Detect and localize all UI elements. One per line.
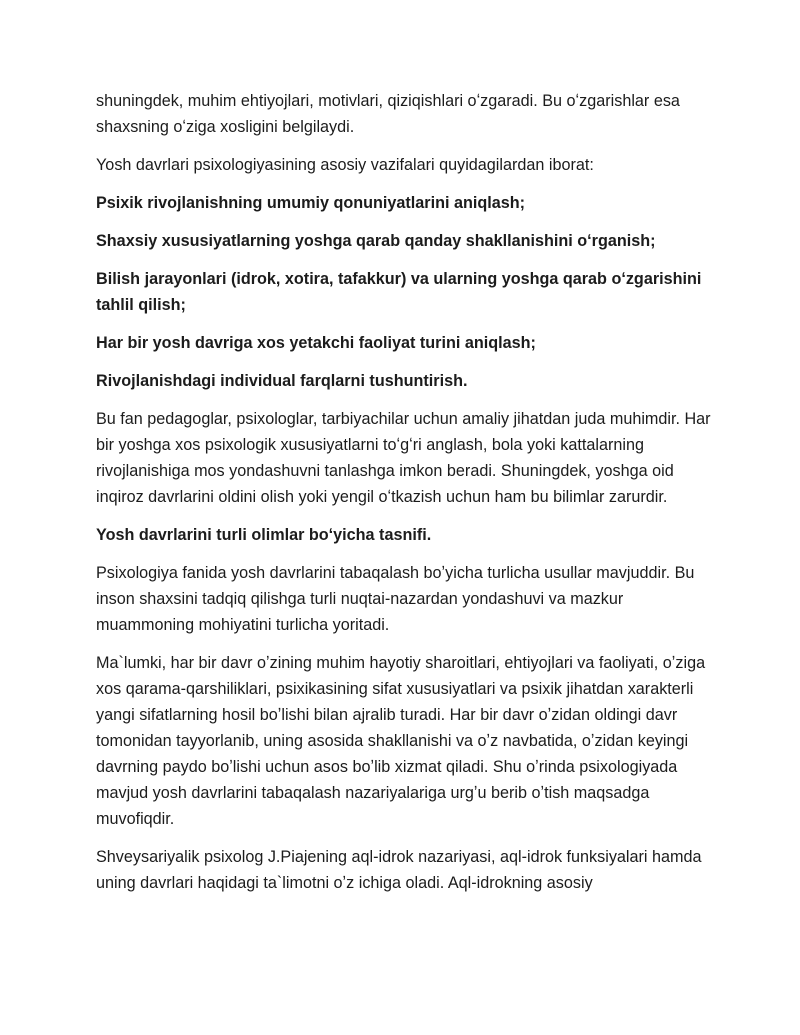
list-item-bold: Rivojlanishdagi individual farqlarni tushuntirish.: [96, 372, 468, 390]
paragraph: shuningdek, muhim ehtiyojlari, motivlari, qiziqishlari oʻzgaradi. Bu oʻzgarishlar esa shaxsning oʻziga xosligini belgilaydi.: [96, 92, 680, 136]
document-body: [96, 88, 714, 908]
list-item-bold: Psixik rivojlanishning umumiy qonuniyatlarini aniqlash;: [96, 194, 526, 212]
paragraph: Bu fan pedagoglar, psixologlar, tarbiyachilar uchun amaliy jihatdan juda muhimdir. Har bir yoshga xos psixologik xususiyatlarni toʻgʻri anglash, bola yoki kattalarning rivojlanishiga mos yondashuvni tanlashga imkon beradi. Shuningdek, yoshga oid inqiroz davrlarini oldini olish yoki yengil oʻtkazish uchun ham bu bilimlar zarurdir.: [96, 410, 711, 506]
paragraph: Psixologiya fanida yosh davrlarini tabaqalash boʼyicha turlicha usullar mavjuddir. Bu inson shaxsini tadqiq qilishga turli nuqtai-nazardan yondashuvi va mazkur muammoning mohiyatini turlicha yoritadi.: [96, 564, 695, 634]
paragraph: Yosh davrlari psixologiyasining asosiy vazifalari quyidagilardan iborat:: [96, 156, 594, 174]
section-heading: Yosh davrlarini turli olimlar boʻyicha tasnifi.: [96, 526, 432, 544]
list-item-bold: Shaxsiy xususiyatlarning yoshga qarab qanday shakllanishini oʻrganish;: [96, 232, 656, 250]
paragraph: Ma`lumki, har bir davr oʼzining muhim hayotiy sharoitlari, ehtiyojlari va faoliyati, oʼziga xos qarama-qarshiliklari, psixikasining sifat xususiyatlari va psixik jihatdan xarakterli yangi sifatlarning hosil boʼlishi bilan ajralib turadi. Har bir davr oʼzidan oldingi davr tomonidan tayyorlanib, uning asosida shakllanishi va oʼz navbatida, oʼzidan keyingi davrning paydo boʼlishi uchun asos boʼlib xizmat qiladi. Shu oʼrinda psixologiyada mavjud yosh davrlarini tabaqalash nazariyalariga urgʼu berib oʼtish maqsadga muvofiqdir.: [96, 654, 706, 828]
list-item-bold: Bilish jarayonlari (idrok, xotira, tafakkur) va ularning yoshga qarab oʻzgarishini tahlil qilish;: [96, 270, 702, 314]
list-item-bold: Har bir yosh davriga xos yetakchi faoliyat turini aniqlash;: [96, 334, 536, 352]
paragraph: Shveysariyalik psixolog J.Piajening aql-idrok nazariyasi, aql-idrok funksiyalari hamda uning davrlari haqidagi ta`limotni oʼz ichiga oladi. Aql-idrokning asosiy: [96, 848, 702, 892]
